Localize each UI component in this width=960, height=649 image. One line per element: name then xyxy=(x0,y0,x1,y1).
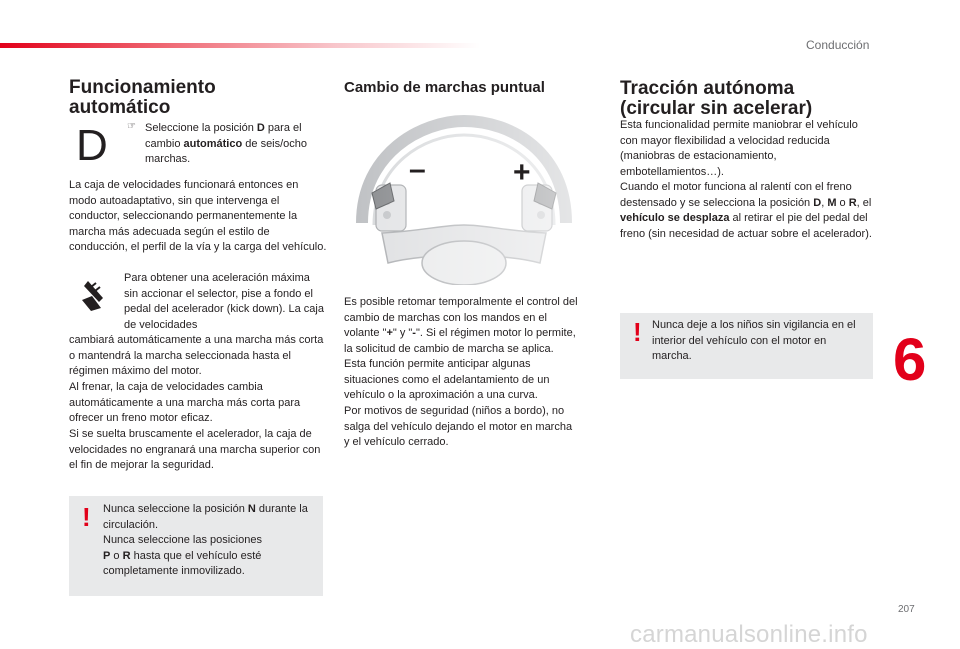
page-number: 207 xyxy=(898,604,915,615)
manual-control-paragraph: Es posible retomar temporalmente el control del cambio de marchas con los mandos en el volante "+" y "-". Si el régimen motor lo permite, la solicitud de cambio de marcha se aplica. xyxy=(344,296,578,355)
warning-box-children xyxy=(620,313,873,379)
watermark: carmanualsonline.info xyxy=(630,621,868,648)
safety-paragraph: Por motivos de seguridad (niños a bordo), no salga del vehículo dejando el motor en marcha y el vehículo cerrado. xyxy=(344,405,573,448)
kickdown-paragraph: Para obtener una aceleración máxima sin accionar el selector, pise a fondo el pedal del acelerador (kick down). La caja de velocidades xyxy=(124,272,324,331)
sequential-shift-heading: Cambio de marchas puntual xyxy=(344,79,545,96)
warning-icon: ! xyxy=(633,317,642,347)
anticipation-paragraph: Esta función permite anticipar algunas situaciones como el adelantamiento de un vehículo o la aproximación a una curva. xyxy=(344,358,550,401)
warning-box-neutral xyxy=(69,496,323,596)
warning-text: Nunca seleccione la posición N durante la circulación. Nunca seleccione las posiciones P o R hasta que el vehículo esté completamente inmovilizado. xyxy=(103,503,308,577)
kickdown-continuation: cambiará automáticamente a una marcha más corta o mantendrá la marcha seleccionada hasta el régimen máximo del motor. xyxy=(69,334,324,377)
pointing-hand-icon: ☞ xyxy=(127,121,136,132)
header-accent-bar xyxy=(0,43,480,48)
warning-icon: ! xyxy=(82,502,91,532)
accelerator-pedal-icon xyxy=(79,278,109,312)
section-title: Conducción xyxy=(806,38,870,52)
release-paragraph: Si se suelta bruscamente el acelerador, la caja de velocidades no engranará una marcha superior con el fin de mejorar la seguridad. xyxy=(69,428,321,471)
warning-text: Nunca deje a los niños sin vigilancia en el interior del vehículo con el motor en marcha. xyxy=(652,319,856,362)
automatic-operation-heading: Funcionamiento automático xyxy=(69,77,216,118)
gear-position-d-symbol: D xyxy=(76,121,108,170)
chapter-number: 6 xyxy=(893,326,927,393)
autoadaptive-paragraph: La caja de velocidades funcionará entonces en modo autoadaptativo, sin que intervenga el conductor, seleccionando permanentemente la marcha más adecuada según el estilo de conducción, el perfil de la vía y la carga del vehículo. xyxy=(69,179,327,253)
downshift-minus-symbol: – xyxy=(409,153,426,186)
traction-usage-paragraph: Cuando el motor funciona al ralentí con el freno destensado y se selecciona la posición D, M o R, el vehículo se desplaza al retirar el pie del pedal del freno (sin necesidad de actuar sobre el acelerador). xyxy=(620,181,872,240)
traction-intro-paragraph: Esta funcionalidad permite maniobrar el vehículo con mayor flexibilidad a velocidad reducida (maniobras de estacionamiento, embotellamientos…). xyxy=(620,119,858,178)
braking-paragraph: Al frenar, la caja de velocidades cambia automáticamente a una marcha más corta para ofrecer un freno motor eficaz. xyxy=(69,381,301,424)
select-d-instruction: Seleccione la posición D para el cambio automático de seis/ocho marchas. xyxy=(145,122,308,165)
steering-wheel-paddles-illustration xyxy=(352,113,577,285)
autonomous-traction-heading: Tracción autónoma (circular sin acelerar) xyxy=(620,78,813,119)
upshift-plus-symbol: + xyxy=(513,156,531,189)
